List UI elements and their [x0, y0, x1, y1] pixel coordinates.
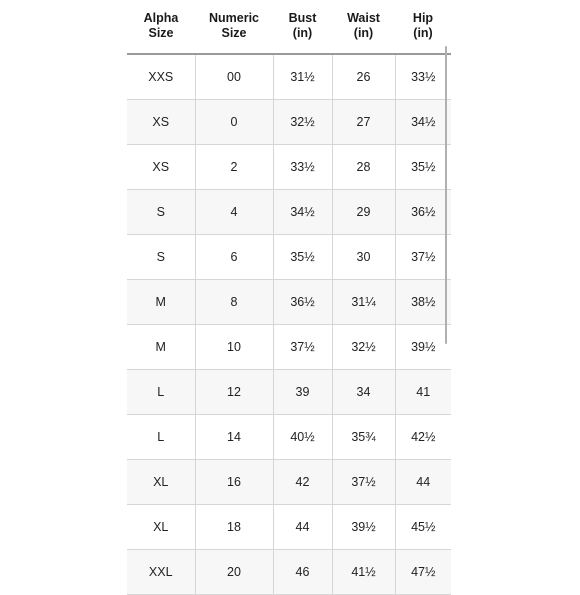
cell-hip: 33½ [395, 54, 451, 100]
cell-hip: 39½ [395, 325, 451, 370]
cell-bust: 46 [273, 550, 332, 595]
cell-hip: 41 [395, 370, 451, 415]
size-chart-header [127, 0, 451, 54]
header-hip-line2: (in) [413, 26, 433, 40]
cell-alpha-size: M [127, 280, 195, 325]
cell-hip: 42½ [395, 415, 451, 460]
table-row [127, 100, 451, 145]
cell-hip: 47½ [395, 550, 451, 595]
header-row [127, 0, 451, 54]
header-alpha-size-line2: Size [148, 26, 174, 40]
table-row [127, 145, 451, 190]
table-row [127, 370, 451, 415]
table-row [127, 280, 451, 325]
header-numeric-size-line1: Numeric [208, 11, 260, 25]
cell-waist: 35¾ [332, 415, 395, 460]
table-row [127, 550, 451, 595]
cell-alpha-size: XXS [127, 54, 195, 100]
cell-alpha-size: L [127, 415, 195, 460]
cell-hip: 36½ [395, 190, 451, 235]
cell-numeric-size: 20 [195, 550, 273, 595]
cell-waist: 28 [332, 145, 395, 190]
header-numeric-size-line2: Size [221, 26, 247, 40]
cell-waist: 34 [332, 370, 395, 415]
cell-waist: 30 [332, 235, 395, 280]
table-row [127, 325, 451, 370]
cell-numeric-size: 10 [195, 325, 273, 370]
cell-numeric-size: 14 [195, 415, 273, 460]
cell-waist: 27 [332, 100, 395, 145]
cell-waist: 41½ [332, 550, 395, 595]
cell-hip: 45½ [395, 505, 451, 550]
cell-bust: 31½ [273, 54, 332, 100]
size-chart-table [127, 0, 451, 595]
cell-bust: 39 [273, 370, 332, 415]
header-hip-line1: Hip [412, 11, 434, 25]
table-row [127, 415, 451, 460]
cell-bust: 32½ [273, 100, 332, 145]
cell-numeric-size: 8 [195, 280, 273, 325]
cell-numeric-size: 6 [195, 235, 273, 280]
header-bust [273, 0, 332, 54]
header-bust-line2: (in) [292, 26, 313, 40]
cell-alpha-size: XS [127, 100, 195, 145]
header-waist [332, 0, 395, 54]
cell-waist: 37½ [332, 460, 395, 505]
header-alpha-size-line1: Alpha [143, 11, 179, 25]
cell-hip: 37½ [395, 235, 451, 280]
header-waist-line2: (in) [353, 26, 374, 40]
cell-alpha-size: S [127, 235, 195, 280]
cell-hip: 34½ [395, 100, 451, 145]
cell-numeric-size: 16 [195, 460, 273, 505]
cell-waist: 39½ [332, 505, 395, 550]
cell-waist: 31¼ [332, 280, 395, 325]
cell-bust: 33½ [273, 145, 332, 190]
cell-alpha-size: L [127, 370, 195, 415]
cell-waist: 29 [332, 190, 395, 235]
header-numeric-size [195, 0, 273, 54]
header-bust-line1: Bust [288, 11, 317, 25]
cell-alpha-size: XL [127, 505, 195, 550]
table-row [127, 505, 451, 550]
cell-alpha-size: XXL [127, 550, 195, 595]
table-row [127, 54, 451, 100]
cell-bust: 37½ [273, 325, 332, 370]
table-row [127, 190, 451, 235]
vertical-scrollbar[interactable] [445, 46, 447, 344]
cell-hip: 35½ [395, 145, 451, 190]
cell-numeric-size: 00 [195, 54, 273, 100]
cell-numeric-size: 0 [195, 100, 273, 145]
cell-numeric-size: 12 [195, 370, 273, 415]
table-row [127, 460, 451, 505]
cell-bust: 40½ [273, 415, 332, 460]
cell-numeric-size: 2 [195, 145, 273, 190]
cell-alpha-size: XS [127, 145, 195, 190]
cell-hip: 38½ [395, 280, 451, 325]
header-hip [395, 0, 451, 54]
cell-alpha-size: S [127, 190, 195, 235]
cell-bust: 35½ [273, 235, 332, 280]
size-chart-body [127, 54, 451, 595]
cell-alpha-size: M [127, 325, 195, 370]
cell-alpha-size: XL [127, 460, 195, 505]
header-alpha-size [127, 0, 195, 54]
cell-hip: 44 [395, 460, 451, 505]
table-row [127, 235, 451, 280]
cell-bust: 42 [273, 460, 332, 505]
cell-numeric-size: 4 [195, 190, 273, 235]
cell-bust: 34½ [273, 190, 332, 235]
cell-numeric-size: 18 [195, 505, 273, 550]
size-chart-container [127, 0, 451, 595]
cell-waist: 26 [332, 54, 395, 100]
cell-waist: 32½ [332, 325, 395, 370]
cell-bust: 36½ [273, 280, 332, 325]
cell-bust: 44 [273, 505, 332, 550]
header-waist-line1: Waist [347, 11, 380, 25]
